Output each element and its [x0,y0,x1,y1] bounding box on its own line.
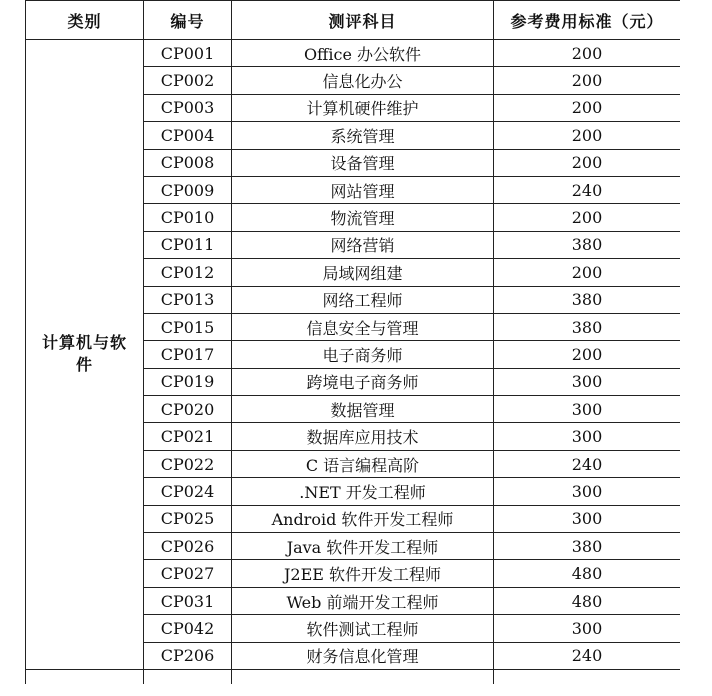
empty-cell [26,669,144,684]
subject-cell: Web 前端开发工程师 [232,587,494,614]
fee-cell: 300 [494,505,681,532]
fee-cell: 240 [494,642,681,669]
code-cell: CP021 [144,423,232,450]
fee-cell: 380 [494,231,681,258]
subject-cell: 软件测试工程师 [232,615,494,642]
subject-cell: 网络工程师 [232,286,494,313]
code-cell: CP013 [144,286,232,313]
code-cell: CP206 [144,642,232,669]
fee-cell: 300 [494,478,681,505]
subject-cell: 财务信息化管理 [232,642,494,669]
subject-cell: 物流管理 [232,204,494,231]
header-category: 类别 [26,1,144,40]
fee-cell: 200 [494,259,681,286]
table-header-row [26,1,681,40]
code-cell: CP004 [144,122,232,149]
code-cell: CP009 [144,176,232,203]
subject-cell: C 语言编程高阶 [232,450,494,477]
fee-cell: 240 [494,176,681,203]
fee-cell: 200 [494,40,681,67]
fee-cell: 480 [494,560,681,587]
subject-cell: 数据管理 [232,396,494,423]
code-cell: CP010 [144,204,232,231]
fee-cell: 200 [494,67,681,94]
subject-cell: 数据库应用技术 [232,423,494,450]
subject-cell: 电子商务师 [232,341,494,368]
fee-cell: 200 [494,341,681,368]
table-row [26,40,681,67]
code-cell: CP042 [144,615,232,642]
code-cell: CP027 [144,560,232,587]
code-cell: CP025 [144,505,232,532]
code-cell: CP012 [144,259,232,286]
subject-cell: 系统管理 [232,122,494,149]
fee-cell: 300 [494,368,681,395]
empty-cell [494,669,681,684]
subject-cell: 网络营销 [232,231,494,258]
fee-cell: 380 [494,286,681,313]
code-cell: CP002 [144,67,232,94]
code-cell: CP008 [144,149,232,176]
subject-cell: 信息安全与管理 [232,313,494,340]
code-cell: CP019 [144,368,232,395]
fee-cell: 480 [494,587,681,614]
fee-standard-table [25,0,680,684]
fee-cell: 300 [494,423,681,450]
code-cell: CP020 [144,396,232,423]
subject-cell: 跨境电子商务师 [232,368,494,395]
fee-cell: 200 [494,149,681,176]
table-body [26,40,681,684]
header-code: 编号 [144,1,232,40]
header-subject: 测评科目 [232,1,494,40]
code-cell: CP026 [144,533,232,560]
fee-table-container [25,0,680,696]
fee-cell: 200 [494,122,681,149]
subject-cell: .NET 开发工程师 [232,478,494,505]
subject-cell: Android 软件开发工程师 [232,505,494,532]
subject-cell: J2EE 软件开发工程师 [232,560,494,587]
fee-cell: 380 [494,533,681,560]
subject-cell: 网站管理 [232,176,494,203]
subject-cell: 信息化办公 [232,67,494,94]
code-cell: CP031 [144,587,232,614]
header-fee: 参考费用标准（元） [494,1,681,40]
fee-cell: 300 [494,615,681,642]
code-cell: CP011 [144,231,232,258]
code-cell: CP015 [144,313,232,340]
category-cell: 计算机与软件 [26,40,144,670]
subject-cell: Java 软件开发工程师 [232,533,494,560]
table-row-partial [26,669,681,684]
code-cell: CP022 [144,450,232,477]
code-cell: CP001 [144,40,232,67]
subject-cell: 设备管理 [232,149,494,176]
subject-cell: 局域网组建 [232,259,494,286]
code-cell: CP024 [144,478,232,505]
empty-cell [144,669,232,684]
empty-cell [232,669,494,684]
fee-cell: 300 [494,396,681,423]
subject-cell: Office 办公软件 [232,40,494,67]
subject-cell: 计算机硬件维护 [232,94,494,121]
fee-cell: 200 [494,94,681,121]
code-cell: CP017 [144,341,232,368]
fee-cell: 240 [494,450,681,477]
fee-cell: 380 [494,313,681,340]
code-cell: CP003 [144,94,232,121]
fee-cell: 200 [494,204,681,231]
